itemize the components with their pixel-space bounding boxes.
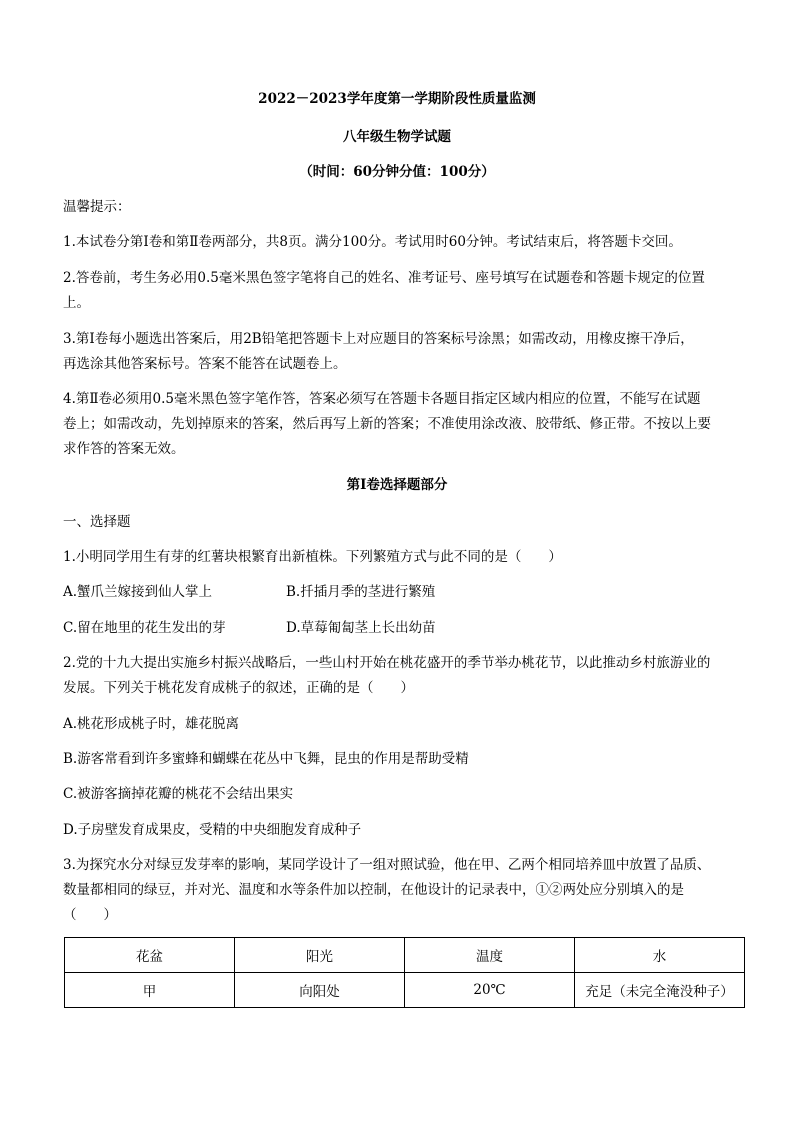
tip-1: 1.本试卷分第Ⅰ卷和第Ⅱ卷两部分，共8页。满分100分。考试用时60分钟。考试结束后，将答题卡交回。: [63, 234, 682, 250]
exam-subtitle: 八年级生物学试题: [343, 129, 451, 145]
question-2-option-b: B.游客常看到许多蜜蜂和蝴蝶在花丛中飞舞，昆虫的作用是帮助受精: [63, 751, 469, 767]
tip-4-line-2: 卷上；如需改动，先划掉原来的答案，然后再写上新的答案；不准使用涂改液、胶带纸、修正带。不按以上要: [63, 416, 711, 432]
table-cell: 甲: [65, 973, 235, 1008]
tip-3-line-1: 3.第Ⅰ卷每小题选出答案后，用2B铅笔把答题卡上对应题目的答案标号涂黑；如需改动，用橡皮擦干净后，: [63, 331, 694, 347]
table-header-cell: 温度: [405, 938, 575, 973]
tip-2-line-2: 上。: [63, 295, 90, 311]
table-cell: 充足（未完全淹没种子）: [575, 973, 745, 1008]
question-3-stem-line-2: 数量都相同的绿豆，并对光、温度和水等条件加以控制，在他设计的记录表中，①②两处应分别填入的是: [63, 882, 684, 898]
tip-2-line-1: 2.答卷前，考生务必用0.5毫米黑色签字笔将自己的姓名、准考证号、座号填写在试题卷和答题卡规定的位置: [63, 270, 705, 286]
question-2-option-a: A.桃花形成桃子时，雄花脱离: [63, 716, 240, 732]
tips-heading: 温馨提示：: [63, 199, 131, 215]
table-header-row: [65, 938, 745, 973]
question-1-option-b: B.扦插月季的茎进行繁殖: [286, 584, 436, 600]
question-1-option-a: A.蟹爪兰嫁接到仙人掌上: [63, 584, 213, 600]
tip-4-line-3: 求作答的答案无效。: [63, 441, 185, 457]
question-2-stem-line-1: 2.党的十九大提出实施乡村振兴战略后，一些山村开始在桃花盛开的季节举办桃花节，以此推动乡村旅游业的: [63, 655, 711, 671]
question-2-stem-line-2: 发展。下列关于桃花发育成桃子的叙述，正确的是（ ）: [63, 680, 414, 696]
question-3-table: [64, 937, 745, 1008]
question-3-stem-line-1: 3.为探究水分对绿豆发芽率的影响，某同学设计了一组对照试验，他在甲、乙两个相同培养皿中放置了品质、: [63, 857, 711, 873]
table-cell: 20℃: [405, 973, 575, 1008]
table-row: [65, 973, 745, 1008]
section-title: 第Ⅰ卷选择题部分: [346, 477, 448, 493]
question-2-option-d: D.子房壁发育成果皮，受精的中央细胞发育成种子: [63, 822, 362, 838]
table-cell: 向阳处: [235, 973, 405, 1008]
question-1-stem: 1.小明同学用生有芽的红薯块根繁育出新植株。下列繁殖方式与此不同的是（ ）: [63, 549, 562, 565]
tip-4-line-1: 4.第Ⅱ卷必须用0.5毫米黑色签字笔作答，答案必须写在答题卡各题目指定区域内相应的位置，不能写在试题: [63, 391, 701, 407]
question-2-option-c: C.被游客摘掉花瓣的桃花不会结出果实: [63, 786, 294, 802]
table-header-cell: 花盆: [65, 938, 235, 973]
tip-3-line-2: 再选涂其他答案标号。答案不能答在试题卷上。: [63, 356, 347, 372]
section-heading: 一、选择题: [63, 514, 131, 530]
question-3-stem-line-3: （ ）: [63, 907, 117, 923]
question-1-option-d: D.草莓匍匐茎上长出幼苗: [286, 620, 436, 636]
exam-title: 2022－2023学年度第一学期阶段性质量监测: [258, 91, 536, 107]
table-header-cell: 水: [575, 938, 745, 973]
table-header-cell: 阳光: [235, 938, 405, 973]
time-info: （时间：60分钟分值：100分）: [299, 164, 495, 180]
question-1-option-c: C.留在地里的花生发出的芽: [63, 620, 226, 636]
